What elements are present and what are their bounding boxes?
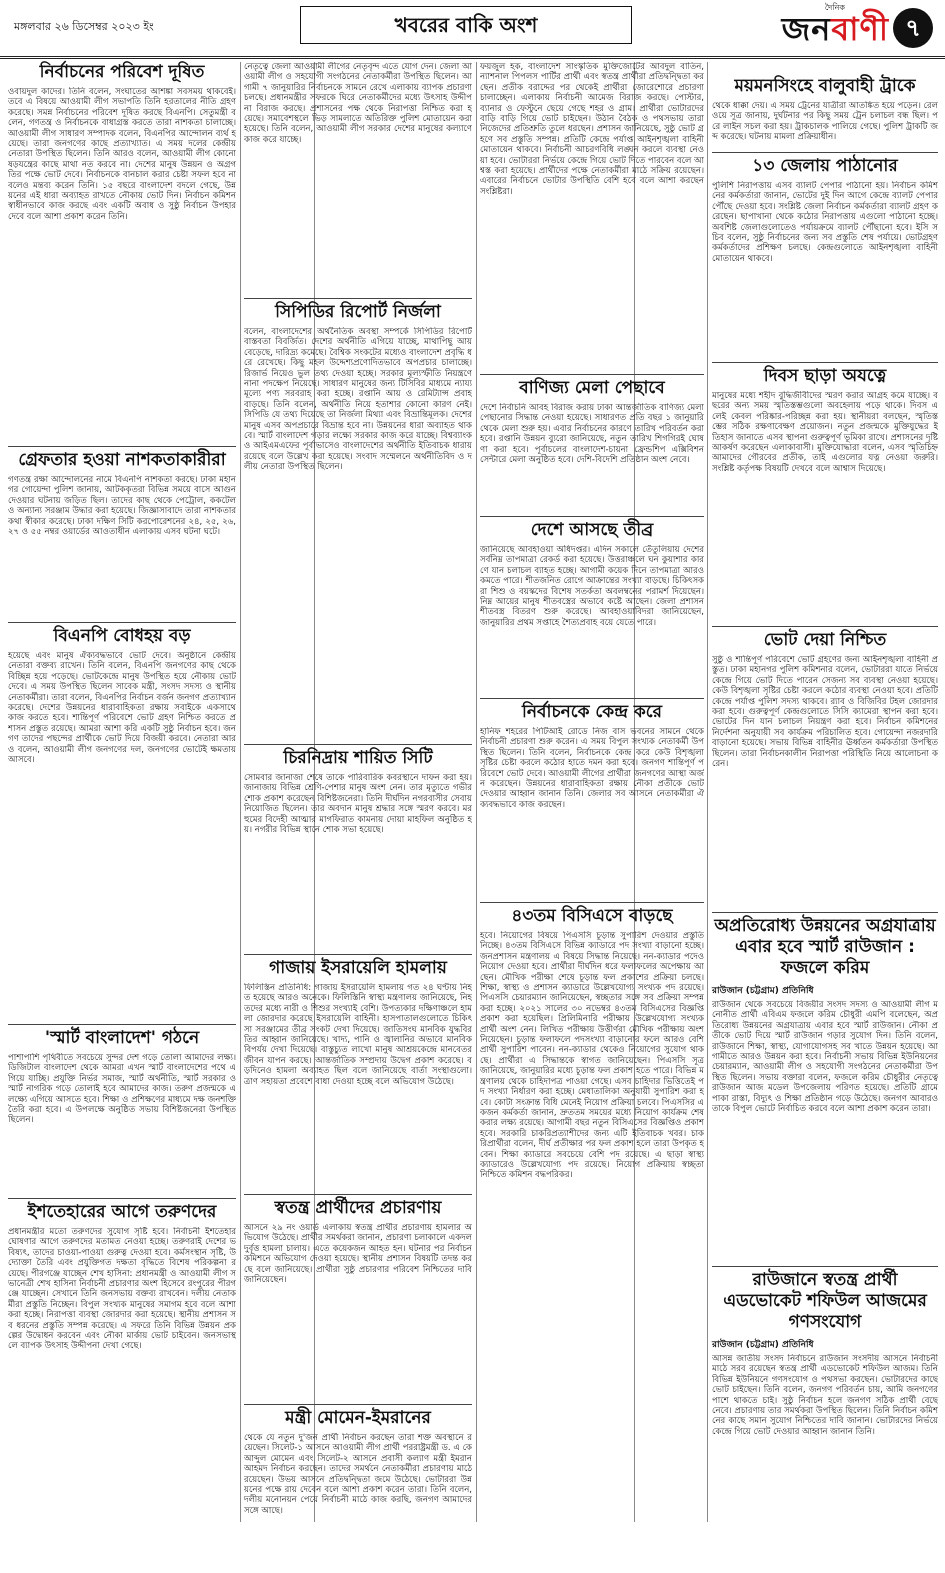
rule — [8, 622, 236, 623]
masthead — [0, 0, 945, 59]
article-body: রাউজান থেকে সবচেয়ে বিজয়ীর সংসদ সদস্য ও আওয়ামী লীগ মনোনীত প্রার্থী এবিএম ফজলে করিম চৌধুরী এমপি বলেছেন, অপ্রতিরোধ্য উন্নয়নের অগ্রযাত্রায় এবার হবে স্মার্ট রাউজান। নৌকা প্রতীকে ভোট দিয়ে স্মার্ট রাউজান গড়ার সুযোগ দিন। তিনি বলেন, রাউজানে শিক্ষা, স্বাস্থ্য, যোগাযোগসহ সব খাতে উন্নয়ন হয়েছে। আগামীতে আরও উন্নয়ন করা হবে। নির্বাচনী সভায় বিভিন্ন ইউনিয়নের চেয়ারম্যান, আওয়ামী লীগ ও সহযোগী সংগঠনের নেতাকর্মীরা উপস্থিত ছিলেন। সভায় বক্তারা বলেন, ফজলে করিম চৌধুরীর নেতৃত্বে রাউজান আজ মডেল উপজেলায় পরিণত হয়েছে। প্রতিটি গ্রামে পাকা রাস্তা, বিদ্যুৎ ও শিক্ষা প্রতিষ্ঠান গড়ে উঠেছে। জনগণ আবারও তাকে বিপুল ভোটে নির্বাচিত করবে বলে আশা প্রকাশ করেন তারা। — [712, 1000, 938, 1115]
article-arrested-saboteurs — [8, 446, 236, 623]
article-body: নেতৃত্বে জেলা আওয়ামী লীগের নেতৃবৃন্দ এতে যোগ দেন। জেলা আওয়ামী লীগ ও সহযোগী সংগঠনের নেতাকর্মীরা উপস্থিত ছিলেন। আগামী ৭ জানুয়ারির নির্বাচনকে সামনে রেখে এলাকায় ব্যাপক প্রচারণা চলছে। প্রধানমন্ত্রীর সফরকে ঘিরে নেতাকর্মীদের মধ্যে উৎসাহ উদ্দীপনা বিরাজ করছে। প্রশাসনের পক্ষ থেকে নিরাপত্তা নিশ্চিত করা হয়েছে। সমাবেশস্থলে ভিড় সামলাতে অতিরিক্ত পুলিশ মোতায়েন করা হয়েছে। তিনি বলেন, আওয়ামী লীগ সরকার দেশের মানুষের কল্যাণে কাজ করে যাচ্ছে। — [244, 62, 472, 145]
headline: গ্রেফতার হওয়া নাশকতাকারীরা — [18, 450, 226, 470]
headline: ময়মনসিংহে বালুবাহী ট্রাকে — [734, 76, 916, 96]
article-ministers — [244, 1404, 472, 1573]
rule — [244, 1194, 472, 1195]
article-cpd-report — [244, 298, 472, 742]
rule — [8, 1024, 236, 1025]
logo-part-1: জন — [781, 10, 832, 48]
rule — [8, 446, 236, 447]
column-divider — [707, 62, 708, 1522]
rule — [712, 362, 938, 363]
article-body: থেকে যে নতুন দু'জন প্রার্থী নির্বাচন করছেন তারা শক্ত অবস্থানে রয়েছেন। সিলেট-১ আসনে আওয়ামী লীগ প্রার্থী পররাষ্ট্রমন্ত্রী ড. এ কে আব্দুল মোমেন এবং সিলেট-২ আসনে প্রবাসী কল্যাণ মন্ত্রী ইমরান আহমদ নির্বাচন করছেন। তাদের সমর্থনে নেতাকর্মীরা প্রচারণায় মাঠে রয়েছেন। উভয় আসনে প্রতিদ্বন্দ্বিতা জমে উঠেছে। ভোটাররা উন্নয়নের পক্ষে রায় দেবেন বলে আশা প্রকাশ করেন তারা। তিনি বলেন, দলীয় মনোনয়ন পেয়ে নির্বাচনী মাঠে কাজ করছি, জনগণ আমাদের সঙ্গে আছে। — [244, 1433, 472, 1516]
headline: গাজায় ইসরায়েলি হামলায় — [269, 958, 447, 978]
page-number: ৭ — [893, 8, 933, 48]
article-body: আসনে ২৯ নং ওয়ার্ড এলাকায় স্বতন্ত্র প্রার্থীর প্রচারণায় হামলার অভিযোগ উঠেছে। প্রার্থীর সমর্থকরা জানান, প্রচারণা চলাকালে একদল দুর্বৃত্ত হামলা চালায়। এতে কয়েকজন আহত হন। ঘটনার পর নির্বাচন কমিশনে অভিযোগ দেওয়া হয়েছে। স্থানীয় প্রশাসন বিষয়টি তদন্ত করছে বলে জানিয়েছে। প্রার্থীরা সুষ্ঠু প্রচারণার পরিবেশ নিশ্চিতের দাবি জানিয়েছেন। — [244, 1223, 472, 1286]
byline: রাউজান (চট্টগ্রাম) প্রতিনিধি — [712, 1340, 814, 1350]
byline: রাউজান (চট্টগ্রাম) প্রতিনিধি — [712, 986, 814, 996]
rule — [480, 374, 704, 375]
article-body: ফয়জুল হক, বাংলাদেশ সাংস্কৃতিক মুক্তিজোটের আবদুল বাতিন, ন্যাশনাল পিপলস পার্টির প্রার্থী এবং স্বতন্ত্র প্রার্থীরা প্রতিদ্বন্দ্বিতা করছেন। প্রতীক বরাদ্দের পর থেকেই প্রার্থীরা জোরেশোরে প্রচারণা চালাচ্ছেন। এলাকায় নির্বাচনী আমেজ বিরাজ করছে। পোস্টার, ব্যানার ও ফেস্টুনে ছেয়ে গেছে শহর ও গ্রাম। প্রার্থীরা ভোটারদের বাড়ি বাড়ি গিয়ে ভোট চাইছেন। উঠান বৈঠক ও পথসভায় তারা নিজেদের প্রতিশ্রুতি তুলে ধরছেন। প্রশাসন জানিয়েছে, সুষ্ঠু ভোট গ্রহণে সব প্রস্তুতি সম্পন্ন। প্রতিটি কেন্দ্রে পর্যাপ্ত আইনশৃঙ্খলা বাহিনী মোতায়েন থাকবে। নির্বাচনী আচরণবিধি লঙ্ঘন করলে ব্যবস্থা নেওয়া হবে। ভোটাররা নির্ভয়ে কেন্দ্রে গিয়ে ভোট দিতে পারবেন বলে আশ্বস্ত করা হয়েছে। প্রার্থীদের পক্ষে নেতাকর্মীরা মাঠে সক্রিয় রয়েছেন। এবারের নির্বাচনে ভোটার উপস্থিতি বেশি হবে বলে আশা করছেন সংশ্লিষ্টরা। — [480, 62, 704, 197]
section-title: খবরের বাকি অংশ — [300, 6, 632, 44]
rule — [712, 152, 938, 153]
rule — [712, 912, 938, 913]
rule — [712, 1266, 938, 1267]
rule — [244, 1404, 472, 1405]
article-body: থেকে ধাক্কা দেয়। এ সময় ট্রেনের যাত্রীরা আতঙ্কিত হয়ে পড়েন। রেলওয়ে সূত্র জানায়, দুর্ঘটনার পর কিছু সময় ট্রেন চলাচল বন্ধ ছিল। পরে লাইন সচল করা হয়। ট্রাকচালক পালিয়ে গেছে। পুলিশ ট্রাকটি জব্দ করেছে। ঘটনায় মামলা প্রক্রিয়াধীন। — [712, 101, 938, 143]
article-body: ওবায়দুল কাদের। তিনি বলেন, সংঘাতের আশঙ্কা সবসময় থাকবেই। তবে এ বিষয়ে আওয়ামী লীগ সভাপতি তিনি হরতালের নীতি গ্রহণ করেছে। সমন্ন নির্বাচনের পরিবেশ দূষিত করছে বিএনপি। সেতুমন্ত্রী বলেন, গণতন্ত্র ও নির্বাচনকে বাধাগ্রস্ত করতে তারা নাশকতা চালাচ্ছে। আওয়ামী লীগ সাধারণ সম্পাদক বলেন, বিএনপির আন্দোলন ব্যর্থ হয়েছে। তারা জনগণের কাছে প্রত্যাখ্যাত। এ সময় দলের কেন্দ্রীয় নেতারা উপস্থিত ছিলেন। তিনি আরও বলেন, আওয়ামী লীগ কোনো ষড়যন্ত্রের কাছে মাথা নত করবে না। দেশের মানুষ উন্নয়ন ও অগ্রগতির পক্ষে ভোট দেবে। নির্বাচনকে বানচাল করার চেষ্টা সফল হবে না বলেও মন্তব্য করেন তিনি। ১৫ বছরে বাংলাদেশ বদলে গেছে, উন্নয়নের এই ধারা অব্যাহত রাখতে নৌকায় ভোট দিন। নির্বাচন কমিশন স্বাধীনভাবে কাজ করছে এবং একটি অবাধ ও সুষ্ঠু নির্বাচন উপহার দেবে বলে আশা প্রকাশ করেন তিনি। — [8, 87, 236, 222]
rule — [244, 744, 472, 745]
newspaper-logo — [782, 4, 889, 58]
article-body: প্রধানমন্ত্রীর মতো তরুণদের সুযোগ সৃষ্টি হবে। নির্বাচনী ইশতেহার ঘোষণার আগে তরুণদের মতামত নেওয়া হচ্ছে। তরুণরাই দেশের ভবিষ্যৎ, তাদের চাওয়া-পাওয়া গুরুত্ব দেওয়া হবে। কর্মসংস্থান সৃষ্টি, উদ্যোক্তা তৈরি এবং প্রযুক্তিগত দক্ষতা বৃদ্ধিতে বিশেষ পরিকল্পনা রয়েছে। পীরগঞ্জে যাচ্ছেন শেখ হাসিনা: প্রধানমন্ত্রী ও আওয়ামী লীগ সভানেত্রী শেখ হাসিনা নির্বাচনী প্রচারণার অংশ হিসেবে রংপুরের পীরগঞ্জে যাচ্ছেন। সেখানে তিনি জনসভায় বক্তব্য রাখবেন। দলীয় নেতাকর্মীরা প্রস্তুতি নিচ্ছেন। বিপুল সংখ্যক মানুষের সমাগম হবে বলে আশা করা হচ্ছে। নিরাপত্তা ব্যবস্থা জোরদার করা হয়েছে। স্থানীয় প্রশাসন সব ধরনের প্রস্তুতি সম্পন্ন করেছে। এ সফরে তিনি বিভিন্ন উন্নয়ন প্রকল্পের উদ্বোধন করবেন এবং নৌকা মার্কায় ভোট চাইবেন। জনসভাস্থলে ব্যাপক উৎসাহ উদ্দীপনা দেখা গেছে। — [8, 1227, 236, 1352]
article-election-environment — [8, 62, 236, 439]
article-body: মানুষের মধ্যে শহীদ বুদ্ধিজীবীদের স্মরণ করার আগ্রহ কমে যাচ্ছে। বছরের অন্য সময় স্মৃতিস্তম্ভগুলো অবহেলায় পড়ে থাকে। দিবস এলেই কেবল পরিষ্কার-পরিচ্ছন্ন করা হয়। স্থানীয়রা বলছেন, স্মৃতিস্তম্ভের সঠিক রক্ষণাবেক্ষণ প্রয়োজন। নতুন প্রজন্মকে মুক্তিযুদ্ধের ইতিহাস জানাতে এসব স্থাপনা গুরুত্বপূর্ণ ভূমিকা রাখে। প্রশাসনের দৃষ্টি আকর্ষণ করেছেন এলাকাবাসী। মুক্তিযোদ্ধারা বলেন, এসব স্মৃতিচিহ্ন আমাদের গৌরবের প্রতীক, তাই এগুলোর যত্ন নেওয়া জরুরি। সংশ্লিষ্ট কর্তৃপক্ষ বিষয়টি দেখবে বলে আশ্বাস দিয়েছে। — [712, 391, 938, 474]
logo-part-2: বাণী — [831, 10, 889, 48]
article-body: জানিয়েছে আবহাওয়া অধিদপ্তর। এদিন সকালে তেঁতুলিয়ায় দেশের সর্বনিম্ন তাপমাত্রা রেকর্ড করা হয়েছে। উত্তরাঞ্চলে ঘন কুয়াশার কারণে যান চলাচল ব্যাহত হচ্ছে। আগামী কয়েক দিনে তাপমাত্রা আরও কমতে পারে। শীতজনিত রোগে আক্রান্তের সংখ্যা বাড়ছে। চিকিৎসকরা শিশু ও বয়স্কদের বিশেষ সতর্কতা অবলম্বনের পরামর্শ দিয়েছেন। নিম্ন আয়ের মানুষ শীতবস্ত্রের অভাবে কষ্টে আছেন। জেলা প্রশাসন শীতবস্ত্র বিতরণ শুরু করেছে। আবহাওয়াবিদরা জানিয়েছেন, জানুয়ারির প্রথম সপ্তাহে শৈত্যপ্রবাহ বয়ে যেতে পারে। — [480, 545, 704, 628]
headline: অপ্রতিরোধ্য উন্নয়নের অগ্রযাত্রায় এবার হবে স্মার্ট রাউজান : ফজলে করিম — [714, 916, 936, 978]
article-body: ফিলিস্তিন প্রতিনিধি: গাজায় ইসরায়েলি হামলায় গত ২৪ ঘণ্টায় নিহত হয়েছে আরও অনেকে। ফিলিস্তিনি স্বাস্থ্য মন্ত্রণালয় জানিয়েছে, নিহতদের মধ্যে নারী ও শিশুর সংখ্যাই বেশি। উপত্যকার দক্ষিণাঞ্চলে হামলা জোরদার করেছে ইসরায়েলি বাহিনী। হাসপাতালগুলোতে চিকিৎসা সরঞ্জামের তীব্র সংকট দেখা দিয়েছে। জাতিসংঘ মানবিক যুদ্ধবিরতির আহ্বান জানিয়েছে। খাদ্য, পানি ও জ্বালানির অভাবে মানবিক বিপর্যয় দেখা দিয়েছে। বাস্তুচ্যুত লাখো মানুষ আশ্রয়কেন্দ্রে মানবেতর জীবন যাপন করছে। আন্তর্জাতিক সম্প্রদায় উদ্বেগ প্রকাশ করেছে। বড়দিনেও হামলা অব্যাহত ছিল বলে জানিয়েছে বার্তা সংস্থাগুলো। ত্রাণ সহায়তা প্রবেশে বাধা দেওয়া হচ্ছে বলে অভিযোগ উঠেছে। — [244, 983, 472, 1087]
headline: নির্বাচনকে কেন্দ্র করে — [522, 702, 662, 722]
article-body: সুষ্ঠু ও শান্তিপূর্ণ পরিবেশে ভোট গ্রহণের জন্য আইনশৃঙ্খলা বাহিনী প্রস্তুত। ঢাকা মহানগর পুলিশ কমিশনার বলেন, ভোটাররা যাতে নির্ভয়ে কেন্দ্রে গিয়ে ভোট দিতে পারেন সেজন্য সব ব্যবস্থা নেওয়া হয়েছে। কেউ বিশৃঙ্খলা সৃষ্টির চেষ্টা করলে কঠোর ব্যবস্থা নেওয়া হবে। প্রতিটি কেন্দ্রে পর্যাপ্ত পুলিশ সদস্য থাকবে। র‍্যাব ও বিজিবির টহল জোরদার করা হবে। গুরুত্বপূর্ণ কেন্দ্রগুলোতে সিসি ক্যামেরা স্থাপন করা হবে। ভোটের দিন যান চলাচল নিয়ন্ত্রণ করা হবে। নির্বাচন কমিশনের নির্দেশনা অনুযায়ী সব কার্যক্রম পরিচালিত হবে। গোয়েন্দা নজরদারি বাড়ানো হয়েছে। সভায় বিভিন্ন বাহিনীর ঊর্ধ্বতন কর্মকর্তারা উপস্থিত ছিলেন। তারা নির্বাচনকালীন নিরাপত্তা পরিস্থিতি নিয়ে আলোচনা করেন। — [712, 655, 938, 770]
article-13-districts — [712, 152, 938, 363]
headline: স্বতন্ত্র প্রার্থীদের প্রচারণায় — [274, 1198, 442, 1218]
article-body: পাশাপাশি পৃথিবীতে সবচেয়ে সুন্দর দেশ গড়ে তোলা আমাদের লক্ষ্য। ডিজিটাল বাংলাদেশ থেকে আমরা এখন স্মার্ট বাংলাদেশের পথে এগিয়ে যাচ্ছি। প্রযুক্তি নির্ভর সমাজ, স্মার্ট অর্থনীতি, স্মার্ট সরকার ও স্মার্ট নাগরিক গড়ে তোলাই হবে আমাদের কাজ। তরুণ প্রজন্মকে এ লক্ষ্যে এগিয়ে আসতে হবে। শিক্ষা ও প্রশিক্ষণের মাধ্যমে দক্ষ জনশক্তি তৈরি করা হবে। এ উপলক্ষে অনুষ্ঠিত সভায় বিশিষ্টজনেরা উপস্থিত ছিলেন। — [8, 1053, 236, 1126]
rule — [244, 954, 472, 955]
issue-date: মঙ্গলবার ২৬ ডিসেম্বর ২০২৩ ইং — [14, 20, 154, 33]
headline: বিএনপি বোধহয় বড় — [53, 626, 191, 646]
headline: বাণিজ্য মেলা পেছাবে — [519, 378, 665, 398]
article-body: বলেন, বাংলাদেশের অর্থনৈতিক অবস্থা সম্পর্কে সিপিডির রিপোর্ট বাস্তবতা বিবর্জিত। দেশের অর্থনীতি এগিয়ে যাচ্ছে, মাথাপিছু আয় বেড়েছে, দারিদ্র্য কমেছে। বৈশ্বিক সংকটের মধ্যেও বাংলাদেশ প্রবৃদ্ধি ধরে রেখেছে। কিছু মহল উদ্দেশ্যপ্রণোদিতভাবে অপপ্রচার চালাচ্ছে। রিজার্ভ নিয়েও ভুল তথ্য দেওয়া হচ্ছে। সরকার মূল্যস্ফীতি নিয়ন্ত্রণে নানা পদক্ষেপ নিয়েছে। সাধারণ মানুষের জন্য টিসিবির মাধ্যমে ন্যায্যমূল্যে পণ্য সরবরাহ করা হচ্ছে। রপ্তানি আয় ও রেমিট্যান্স প্রবাহ বাড়ছে। তিনি বলেন, অর্থনীতি নিয়ে হতাশার কোনো কারণ নেই। সিপিডি যে তথ্য দিয়েছে তা নির্জলা মিথ্যা এবং বিভ্রান্তিমূলক। দেশের মানুষ এসব অপপ্রচারে বিভ্রান্ত হবে না। উন্নয়নের ধারা অব্যাহত থাকবে। স্মার্ট বাংলাদেশ গড়ার লক্ষ্যে সরকার কাজ করে যাচ্ছে। বিশ্বব্যাংক ও আইএমএফের পূর্বাভাসেও বাংলাদেশের অর্থনীতি ইতিবাচক ধারায় রয়েছে বলে উল্লেখ করা হয়েছে। সংবাদ সম্মেলনে অর্থনীতিবিদ ও দলীয় নেতারা উপস্থিত ছিলেন। — [244, 327, 472, 473]
article-body: গণতন্ত্র রক্ষা আন্দোলনের নামে বিএনপি নাশকতা করছে। ঢাকা মহানগর গোয়েন্দা পুলিশ জানায়, আটককৃতরা বিভিন্ন সময়ে বাসে আগুন দেওয়ার ঘটনায় জড়িত ছিল। তাদের কাছ থেকে পেট্রোল, ককটেল ও অন্যান্য সরঞ্জাম উদ্ধার করা হয়েছে। জিজ্ঞাসাবাদে তারা নাশকতার কথা স্বীকার করেছে। ঢাকা দক্ষিণ সিটি করপোরেশনের ২৪, ২৫, ২৬, ২৭ ও ৫৫ নম্বর ওয়ার্ডের আওতাধীন এলাকায় এসব ঘটনা ঘটে। — [8, 475, 236, 538]
rule — [712, 626, 938, 627]
column-divider — [240, 62, 241, 1522]
rule — [480, 516, 704, 517]
headline: ১৩ জেলায় পাঠানোর — [752, 156, 898, 176]
article-independent-shafiul — [712, 1266, 938, 1554]
headline: মন্ত্রী মোমেন-ইমরানের — [285, 1408, 431, 1428]
article-smart-bangladesh — [8, 1024, 236, 1198]
article-trade-fair — [480, 374, 704, 515]
rule — [244, 298, 472, 299]
article-body: আসন্ন জাতীয় সংসদ নির্বাচনে রাউজান সংসদীয় আসনে নির্বাচনী মাঠে সরব রয়েছেন স্বতন্ত্র প্রার্থী এডভোকেট শফিউল আজম। তিনি বিভিন্ন ইউনিয়নে গণসংযোগ ও পথসভা করছেন। ভোটারদের কাছে ভোট চাইছেন। তিনি বলেন, জনগণ পরিবর্তন চায়, আমি জনগণের পাশে থাকতে চাই। সুষ্ঠু নির্বাচন হলে জনগণ সঠিক প্রার্থী বেছে নেবে। প্রচারণায় তার সমর্থকরা উপস্থিত ছিলেন। তিনি নির্বাচন কমিশনের কাছে সমান সুযোগ নিশ্চিতের দাবি জানান। ভোটারদের নির্ভয়ে কেন্দ্রে গিয়ে ভোট দেওয়ার আহ্বান জানান তিনি। — [712, 1354, 938, 1437]
article-body: পুলিশি নিরাপত্তায় এসব ব্যালট পেপার পাঠানো হয়। নির্বাচন কমিশনের কর্মকর্তারা জানান, ভোটের দুই দিন আগে কেন্দ্রে ব্যালট পেপার পৌঁছে দেওয়া হবে। সংশ্লিষ্ট জেলা নির্বাচন কর্মকর্তারা ব্যালট গ্রহণ করেছেন। ছাপাখানা থেকে কঠোর নিরাপত্তায় এগুলো পাঠানো হচ্ছে। অবশিষ্ট জেলাগুলোতেও পর্যায়ক্রমে ব্যালট পৌঁছানো হবে। ইসি সচিব বলেন, সুষ্ঠু নির্বাচনের জন্য সব প্রস্তুতি শেষ পর্যায়ে। ভোটগ্রহণ কর্মকর্তাদের প্রশিক্ষণ চলছে। কেন্দ্রগুলোতে আইনশৃঙ্খলা বাহিনী মোতায়েন থাকবে। — [712, 181, 938, 264]
article-manifesto-youth — [8, 1198, 236, 1527]
article-days-neglect — [712, 362, 938, 626]
rule — [480, 902, 704, 903]
brand-daily-label: দৈনিক — [824, 3, 845, 12]
rule — [8, 1198, 236, 1199]
article-43rd-bcs — [480, 902, 704, 1521]
headline: সিপিডির রিপোর্ট নির্জলা — [275, 302, 441, 322]
article-continuation — [244, 62, 472, 292]
column-divider — [476, 62, 477, 1522]
headline: ইশতেহারের আগে তরুণদের — [27, 1202, 217, 1222]
headline: চিরনিদ্রায় শায়িত সিটি — [283, 748, 433, 768]
article-cold-wave — [480, 516, 704, 695]
article-independent-candidates — [244, 1194, 472, 1403]
article-smart-raozan — [712, 912, 938, 1300]
article-body: হানিফ শহরের পিটিআই রোডে নিজ বাস ভবনের সামনে থেকে নির্বাচনী প্রচারণা শুরু করেন। এ সময় বিপুল সংখ্যক নেতাকর্মী উপস্থিত ছিলেন। তিনি বলেন, নির্বাচনকে কেন্দ্র করে কেউ বিশৃঙ্খলা সৃষ্টির চেষ্টা করলে কঠোর হাতে দমন করা হবে। জনগণ শান্তিপূর্ণ পরিবেশে ভোট দেবে। আওয়ামী লীগের প্রার্থীরা জনগণের আস্থা অর্জন করেছেন। উন্নয়নের ধারাবাহিকতা রক্ষায় নৌকা প্রতীকে ভোট দেওয়ার আহ্বান জানান তিনি। জেলার সব আসনে নেতাকর্মীরা ঐক্যবদ্ধভাবে কাজ করছেন। — [480, 727, 704, 810]
article-ensure-voting — [712, 626, 938, 915]
article-mymensingh — [712, 76, 938, 153]
article-body: হয়েছে এবং মানুষ ঐক্যবদ্ধভাবে ভোট দেবে। অনুষ্ঠানে কেন্দ্রীয় নেতারা বক্তব্য রাখেন। তিনি বলেন, বিএনপি জনগণের কাছ থেকে বিচ্ছিন্ন হয়ে পড়েছে। ভোটকেন্দ্রে মানুষ উপস্থিত হয়ে নৌকায় ভোট দেবে। এ সময় উপস্থিত ছিলেন সাবেক মন্ত্রী, সংসদ সদস্য ও স্থানীয় নেতাকর্মীরা। তারা বলেন, বিএনপির নির্বাচন বর্জন জনগণ প্রত্যাখ্যান করেছে। দেশের উন্নয়নের ধারাবাহিকতা রক্ষায় সবাইকে একসাথে কাজ করতে হবে। শান্তিপূর্ণ পরিবেশে ভোট গ্রহণ নিশ্চিত করতে প্রশাসন প্রস্তুত রয়েছে। আমরা আশা করি একটি সুষ্ঠু নির্বাচন হবে। জনগণ তাদের পছন্দের প্রার্থীকে ভোট দিয়ে বিজয়ী করবে। নেতারা আরও বলেন, আওয়ামী লীগ জনগণের দল, জনগণের ভোটেই ক্ষমতায় আসবে। — [8, 651, 236, 766]
article-eternal-rest — [244, 744, 472, 953]
headline: দিবস ছাড়া অযত্নে — [763, 366, 887, 386]
article-bnp — [8, 622, 236, 1025]
article-continuation-2 — [480, 62, 704, 366]
article-gaza — [244, 954, 472, 1195]
headline: নির্বাচনের পরিবেশ দূষিত — [39, 62, 205, 82]
headline: 'স্মার্ট বাংলাদেশ' গঠনে — [44, 1028, 200, 1048]
headline: ৪৩তম বিসিএসে বাড়ছে — [511, 906, 673, 926]
rule — [480, 698, 704, 699]
article-election-centered — [480, 698, 704, 902]
article-body: সোমবার জানাজা শেষে তাকে পারিবারিক কবরস্থানে দাফন করা হয়। জানাজায় বিভিন্ন শ্রেণি-পেশার মানুষ অংশ নেন। তার মৃত্যুতে গভীর শোক প্রকাশ করেছেন বিশিষ্টজনেরা। তিনি দীর্ঘদিন নগরবাসীর সেবায় নিয়োজিত ছিলেন। তার অবদান মানুষ শ্রদ্ধার সঙ্গে স্মরণ করবে। মরহুমের বিদেহী আত্মার মাগফিরাত কামনায় দোয়া মাহফিল অনুষ্ঠিত হয়। নগরীর বিভিন্ন স্থানে শোক সভা হয়েছে। — [244, 773, 472, 836]
headline: রাউজানে স্বতন্ত্র প্রার্থী এডভোকেট শফিউল আজমের গণসংযোগ — [723, 1270, 927, 1332]
article-body: দেশে নির্বাচনি আবহ বিরাজ করায় ঢাকা আন্তর্জাতিক বাণিজ্য মেলা পেছানোর সিদ্ধান্ত নেওয়া হয়েছে। সাধারণত প্রতি বছর ১ জানুয়ারি থেকে মেলা শুরু হয়। এবার নির্বাচনের কারণে তারিখ পরিবর্তন করা হবে। রপ্তানি উন্নয়ন ব্যুরো জানিয়েছে, নতুন তারিখ শিগগিরই ঘোষণা করা হবে। পূর্বাচলের বাংলাদেশ-চায়না ফ্রেন্ডশিপ এক্সিবিশন সেন্টারে মেলা অনুষ্ঠিত হবে। দেশি-বিদেশি প্রতিষ্ঠান অংশ নেবে। — [480, 403, 704, 466]
headline: ভোট দেয়া নিশ্চিত — [763, 630, 887, 650]
article-body: হবে। নিয়োগের বিষয়ে পিএসসি চূড়ান্ত সুপারিশ দেওয়ার প্রস্তুতি নিচ্ছে। ৪৩তম বিসিএসে বিভিন্ন ক্যাডারে পদ সংখ্যা বাড়ানো হচ্ছে। জনপ্রশাসন মন্ত্রণালয় এ বিষয়ে সিদ্ধান্ত নিয়েছে। নন-ক্যাডার পদেও নিয়োগ দেওয়া হবে। প্রার্থীরা দীর্ঘদিন ধরে ফলাফলের অপেক্ষায় আছেন। মৌখিক পরীক্ষা শেষে চূড়ান্ত ফল প্রকাশের প্রক্রিয়া চলছে। শিক্ষা, স্বাস্থ্য ও প্রশাসন ক্যাডারে উল্লেখযোগ্য সংখ্যক পদ রয়েছে। পিএসসি চেয়ারম্যান জানিয়েছেন, স্বচ্ছতার সঙ্গে সব প্রক্রিয়া সম্পন্ন করা হচ্ছে। ২০২১ সালের ৩০ নভেম্বর ৪৩তম বিসিএসের বিজ্ঞপ্তি প্রকাশ করা হয়েছিল। প্রিলিমিনারি পরীক্ষায় উল্লেখযোগ্য সংখ্যক প্রার্থী অংশ নেন। লিখিত পরীক্ষায় উত্তীর্ণরা মৌখিক পরীক্ষায় অংশ নিয়েছেন। চূড়ান্ত ফলাফলে পদসংখ্যা বাড়ানোর ফলে আরও বেশি প্রার্থী সুপারিশ পাবেন। নন-ক্যাডার থেকেও নিয়োগের সুযোগ থাকছে। প্রার্থীরা এ সিদ্ধান্তকে স্বাগত জানিয়েছেন। পিএসসি সূত্র জানিয়েছে, জানুয়ারির মধ্যে চূড়ান্ত ফল প্রকাশ হতে পারে। বিভিন্ন মন্ত্রণালয় থেকে চাহিদাপত্র পাওয়া গেছে। এসব চাহিদার ভিত্তিতেই পদ সংখ্যা নির্ধারণ করা হচ্ছে। মেধাতালিকা অনুযায়ী সুপারিশ করা হবে। কোটা সংক্রান্ত বিধি মেনেই নিয়োগ প্রক্রিয়া চলবে। পিএসসির একজন কর্মকর্তা জানান, দ্রুততম সময়ের মধ্যে নিয়োগ কার্যক্রম শেষ করার লক্ষ্য রয়েছে। আগামী বছর নতুন বিসিএসের বিজ্ঞপ্তিও প্রকাশ হবে। সরকারি চাকরিপ্রত্যাশীদের জন্য এটি ইতিবাচক খবর। চাকরিপ্রার্থীরা বলেন, দীর্ঘ প্রতীক্ষার পর ফল প্রকাশ হলে তারা উপকৃত হবেন। শিক্ষা ক্যাডারে সবচেয়ে বেশি পদ রয়েছে। এ ছাড়া স্বাস্থ্য ক্যাডারেও উল্লেখযোগ্য পদ রয়েছে। নিয়োগ প্রক্রিয়ায় স্বচ্ছতা নিশ্চিতে কমিশন বদ্ধপরিকর। — [480, 931, 704, 1181]
headline: দেশে আসছে তীব্র — [530, 520, 654, 540]
